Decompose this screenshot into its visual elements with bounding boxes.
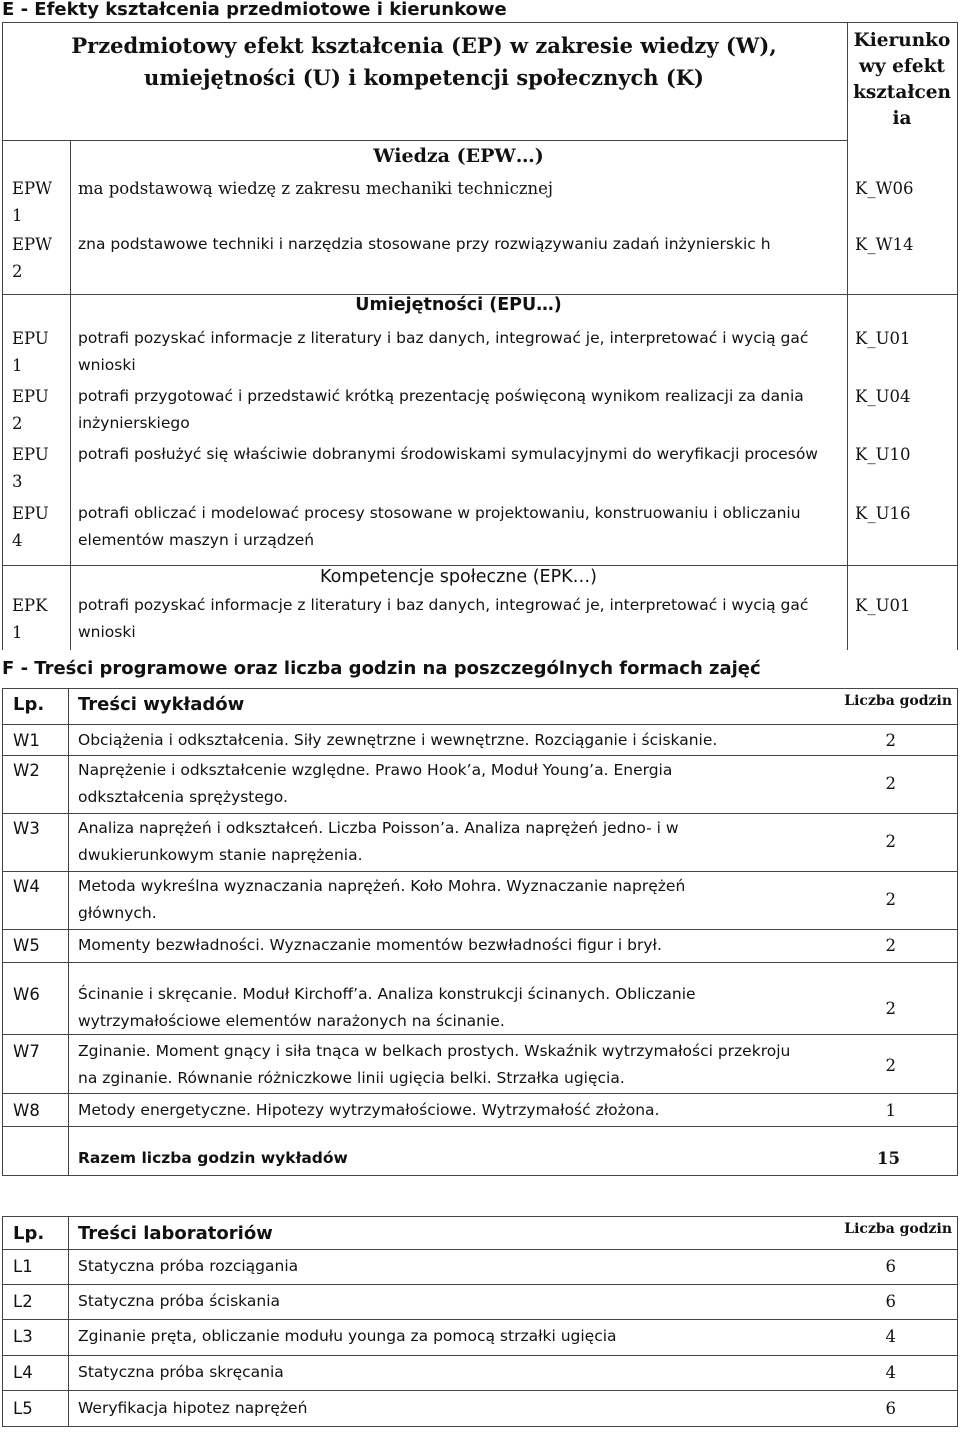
lab-lp: L2 [13, 1292, 33, 1311]
lectures-total-value: 15 [877, 1149, 900, 1168]
lab-text: Zginanie pręta, obliczanie modułu younga za pomocą strzałki ugięcia [78, 1327, 617, 1345]
lecture-lp: W8 [13, 1101, 40, 1120]
lecture-hours: 2 [885, 731, 896, 750]
lab-lp: L1 [13, 1257, 33, 1276]
lecture-hours: 2 [885, 890, 896, 909]
effect-code: EPK 1 [12, 596, 48, 642]
lectures-col-content: Treści wykładów [78, 694, 245, 715]
effect-text: ma podstawową wiedzę z zakresu mechaniki technicznej [78, 179, 554, 198]
effect-ref: K_U04 [855, 387, 911, 406]
lecture-text: Zginanie. Moment gnący i siła tnąca w belkach prostych. Wskaźnik wytrzymałości przekroju na zginanie. Równanie różniczkowe linii ugięcia belki. Strzałka ugięcia. [78, 1042, 791, 1087]
lecture-text: Obciążenia i odkształcenia. Siły zewnętrzne i wewnętrzne. Rozciąganie i ściskanie. [78, 731, 718, 749]
effects-header-side: Kierunko wy efekt kształcen ia [853, 30, 951, 129]
section-f-title: F - Treści programowe oraz liczba godzin na poszczególnych formach zajęć [2, 658, 761, 679]
lab-lp: L3 [13, 1327, 33, 1346]
lecture-text: Naprężenie i odkształcenie względne. Prawo Hook’a, Moduł Young’a. Energia odkształcenia sprężystego. [78, 761, 673, 806]
group-wiedza: Wiedza (EPW…) [373, 145, 544, 167]
effect-ref: K_U10 [855, 445, 911, 464]
lab-text: Statyczna próba skręcania [78, 1363, 284, 1381]
effect-code: EPU 4 [12, 504, 49, 550]
lecture-lp: W3 [13, 819, 40, 838]
effect-ref: K_U01 [855, 329, 911, 348]
lecture-text: Ścinanie i skręcanie. Moduł Kirchoff’a. Analiza konstrukcji ścinanych. Obliczanie wytrzymałościowe elementów narażonych na ścinanie. [78, 985, 696, 1030]
effect-text: potrafi pozyskać informacje z literatury i baz danych, integrować je, interpretować i wycią gać wnioski [78, 596, 809, 641]
lab-lp: L5 [13, 1399, 33, 1418]
lecture-text: Analiza naprężeń i odkształceń. Liczba Poisson’a. Analiza naprężeń jedno- i w dwukierunkowym stanie naprężenia. [78, 819, 679, 864]
lecture-hours: 2 [885, 999, 896, 1018]
effect-code: EPU 1 [12, 329, 49, 375]
effect-ref: K_W06 [855, 179, 914, 198]
lab-text: Statyczna próba ściskania [78, 1292, 280, 1310]
effect-ref: K_U01 [855, 596, 911, 615]
lecture-text: Momenty bezwładności. Wyznaczanie momentów bezwładności figur i brył. [78, 936, 662, 954]
lab-hours: 6 [885, 1257, 896, 1276]
labs-col-content: Treści laboratoriów [78, 1223, 273, 1244]
section-e-title: E - Efekty kształcenia przedmiotowe i kierunkowe [2, 0, 507, 20]
effect-code: EPU 2 [12, 387, 49, 433]
lectures-total-label: Razem liczba godzin wykładów [78, 1149, 348, 1167]
lab-text: Statyczna próba rozciągania [78, 1257, 299, 1275]
effect-text: potrafi obliczać i modelować procesy stosowane w projektowaniu, konstruowaniu i obliczaniu elementów maszyn i urządzeń [78, 504, 801, 549]
lecture-lp: W4 [13, 877, 40, 896]
effects-header-main: Przedmiotowy efekt kształcenia (EP) w zakresie wiedzy (W), umiejętności (U) i kompetencji społecznych (K) [71, 33, 777, 90]
lab-hours: 4 [885, 1327, 896, 1346]
effect-text: potrafi przygotować i przedstawić krótką prezentację poświęconą wynikom realizacji za dania inżynierskiego [78, 387, 804, 432]
lab-hours: 6 [885, 1399, 896, 1418]
effect-ref: K_U16 [855, 504, 911, 523]
group-umiejetnosci: Umiejętności (EPU…) [355, 295, 562, 315]
effect-ref: K_W14 [855, 235, 914, 254]
lectures-col-hours: Liczba godzin [844, 693, 952, 709]
effect-text: potrafi posłużyć się właściwie dobranymi środowiskami symulacyjnymi do weryfikacji procesów [78, 445, 818, 463]
lab-lp: L4 [13, 1363, 33, 1382]
effect-code: EPU 3 [12, 445, 49, 491]
lecture-hours: 2 [885, 1056, 896, 1075]
lecture-hours: 2 [885, 832, 896, 851]
effect-code: EPW 1 [12, 179, 53, 225]
labs-col-hours: Liczba godzin [844, 1221, 952, 1237]
lecture-text: Metody energetyczne. Hipotezy wytrzymałościowe. Wytrzymałość złożona. [78, 1101, 660, 1119]
lecture-lp: W5 [13, 936, 40, 955]
lecture-lp: W1 [13, 731, 40, 750]
lecture-hours: 1 [885, 1101, 896, 1120]
lectures-col-lp: Lp. [13, 694, 45, 715]
labs-col-lp: Lp. [13, 1223, 45, 1244]
lab-text: Weryfikacja hipotez naprężeń [78, 1399, 308, 1417]
lecture-lp: W6 [13, 985, 40, 1004]
group-kompetencje: Kompetencje społeczne (EPK…) [320, 567, 597, 587]
lab-hours: 4 [885, 1363, 896, 1382]
effect-text: zna podstawowe techniki i narzędzia stosowane przy rozwiązywaniu zadań inżynierskic h [78, 235, 771, 253]
lecture-lp: W7 [13, 1042, 40, 1061]
lecture-lp: W2 [13, 761, 40, 780]
lab-hours: 6 [885, 1292, 896, 1311]
lecture-hours: 2 [885, 936, 896, 955]
effect-code: EPW 2 [12, 235, 53, 281]
lecture-text: Metoda wykreślna wyznaczania naprężeń. Koło Mohra. Wyznaczanie naprężeń głównych. [78, 877, 686, 922]
lecture-hours: 2 [885, 774, 896, 793]
effect-text: potrafi pozyskać informacje z literatury i baz danych, integrować je, interpretować i wycią gać wnioski [78, 329, 809, 374]
